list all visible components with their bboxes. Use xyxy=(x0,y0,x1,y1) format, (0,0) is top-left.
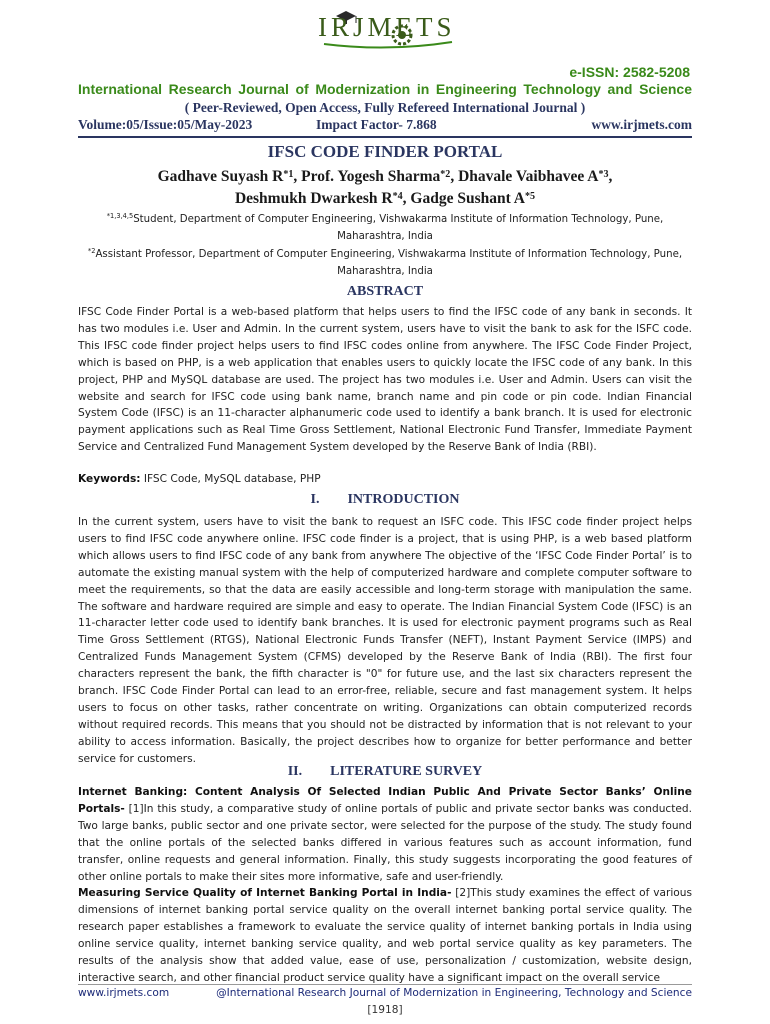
affiliation-students: $^{*1,3,4,5}$Student, Department of Computer Engineering, Vishwakarma Institute of Information Technology, Pune, Maharashtra, India xyxy=(106,212,664,242)
literature-item-1 xyxy=(78,784,692,885)
section-number: I. xyxy=(310,492,320,507)
literature-survey-heading xyxy=(0,764,770,780)
keywords xyxy=(78,471,692,488)
abstract-text: IFSC Code Finder Portal is a web-based platform that helps users to find the IFSC code of any bank in seconds. It has two modules i.e. User and Admin. In the current system, users have to visit the bank to ask for the ISFC code. This IFSC code finder project helps users to find IFSC codes online from anywhere. The IFSC Code Finder Project, which is based on PHP, is a web application that enables users to quickly locate the IFSC code of any bank. In this project, PHP and MySQL database are used. The project has two modules i.e. User and Admin. Users can visit the website and search for IFSC code using bank name, branch name and pin code or pin code. Indian Financial System Code (IFSC) is an 11-character alphanumeric code used to identify a bank branch. It is used for electronic payment applications such as Real Time Gross Settlement, National Electronic Fund Transfer, Immediate Payment Service and Centralized Fund Management System developed by the Reserve Bank of India (RBI). xyxy=(78,306,692,454)
section-title: INTRODUCTION xyxy=(347,492,460,507)
literature-item-1-title: Internet Banking: Content Analysis Of Selected Indian Public And Private Sector Banks’ Online Portals- xyxy=(78,786,692,815)
footer-copyright: @International Research Journal of Modernization in Engineering, Technology and Science xyxy=(216,987,692,999)
authors-line-1: Gadhave Suyash $R^{*1}$, Prof. Yogesh Sharma$^{*2}$, Dhavale Vaibhavee $A^{*3}$, xyxy=(157,168,613,185)
authors xyxy=(0,166,770,210)
logo-wordmark: IRJMETS xyxy=(318,12,456,42)
page-number: [1918] xyxy=(367,1004,403,1016)
literature-item-2-title: Measuring Service Quality of Internet Banking Portal in India- xyxy=(78,887,452,899)
paper-title: IFSC CODE FINDER PORTAL xyxy=(267,142,503,161)
abstract-heading: ABSTRACT xyxy=(346,284,424,299)
literature-item-2-text: [2]This study examines the effect of various dimensions of internet banking portal service quality on the overall internet banking portal service quality. The research paper establishes a framework to evaluate the service quality of internet banking portals in India using online service quality, internet banking service quality, and web portal service quality as key parameters. The results of the analysis show that added value, ease of use, personalization / customization, website design, interactive search, and other financial product service quality have a significant impact on the overall service xyxy=(78,887,692,984)
footer-website-link[interactable]: www.irjmets.com xyxy=(78,987,170,999)
impact-factor: Impact Factor- 7.868 xyxy=(316,117,437,132)
literature-item-2 xyxy=(78,885,692,986)
keywords-label: Keywords: xyxy=(78,473,141,485)
volume-issue: Volume:05/Issue:05/May-2023 xyxy=(78,117,253,132)
introduction-heading xyxy=(0,492,770,508)
introduction-text: In the current system, users have to visit the bank to request an ISFC code. This IFSC code finder project helps users to find IFSC code anywhere online. IFSC code finder is a project, that is using PHP, is a web based platform which allows users to find IFSC code of any bank from anywhere The objective of the ‘IFSC Code Finder Portal’ is to automate the existing manual system with the help of computerized hardware and complete computer software to meet the requirements, so that the data are easily accessible and long-term storage with manipulation the same. The software and hardware required are simple and easy to operate. The Indian Financial System Code (IFSC) is an 11-character letter code used to identify bank branches. It is used for electronic payment programs such as Real Time Gross Settlement (RTGS), National Electronic Funds Transfer (NEFT), Instant Payment Service (IMPS) and Centralized Funds Management System (CFMS) developed by the Reserve Bank of India (RBI). The first four characters represent the bank, the fifth character is "0" for future use, and the last six characters represent the branch. IFSC Code Finder Portal can lead to an error-free, reliable, secure and fast management system. It helps users to focus on other tasks, rather concentrate on writing. Organizations can obtain computerized records without required records. This means that you should not be distracted by information that is not relevant to your ability to access information. Basically, the project describes how to organize for better performance and better service for customers. xyxy=(78,516,692,765)
section-number: II. xyxy=(287,764,303,779)
peer-review-note: ( Peer-Reviewed, Open Access, Fully Refereed International Journal ) xyxy=(184,100,586,115)
footer-divider xyxy=(78,984,692,985)
authors-line-2: Deshmukh Dwarkesh $R^{*4}$, Gadge Sushant $A^{*5}$ xyxy=(234,190,536,207)
keywords-value: IFSC Code, MySQL database, PHP xyxy=(140,473,321,485)
issn: e-ISSN: 2582-5208 xyxy=(569,64,690,80)
journal-name: International Research Journal of Modernization in Engineering Technology and Science xyxy=(78,81,692,97)
literature-item-1-text: [1]In this study, a comparative study of online portals of public and private sector banks was conducted. Two large banks, public sector and one private sector, were selected for the purpose of the study. The study found that the online portals of the selected banks differed in various features such as account information, fund transfer, online requests and general information. Finally, this study suggests incorporating the good features of other online portals to make their sites more informative, safe and user-friendly. xyxy=(78,802,692,883)
journal-website[interactable]: www.irjmets.com xyxy=(591,117,692,132)
affiliation-professor: $^{*2}$Assistant Professor, Department of Computer Engineering, Vishwakarma Institute of Information Technology, Pune, Maharashtra, India xyxy=(87,247,683,277)
section-title: LITERATURE SURVEY xyxy=(330,764,483,779)
header-divider xyxy=(78,136,692,138)
